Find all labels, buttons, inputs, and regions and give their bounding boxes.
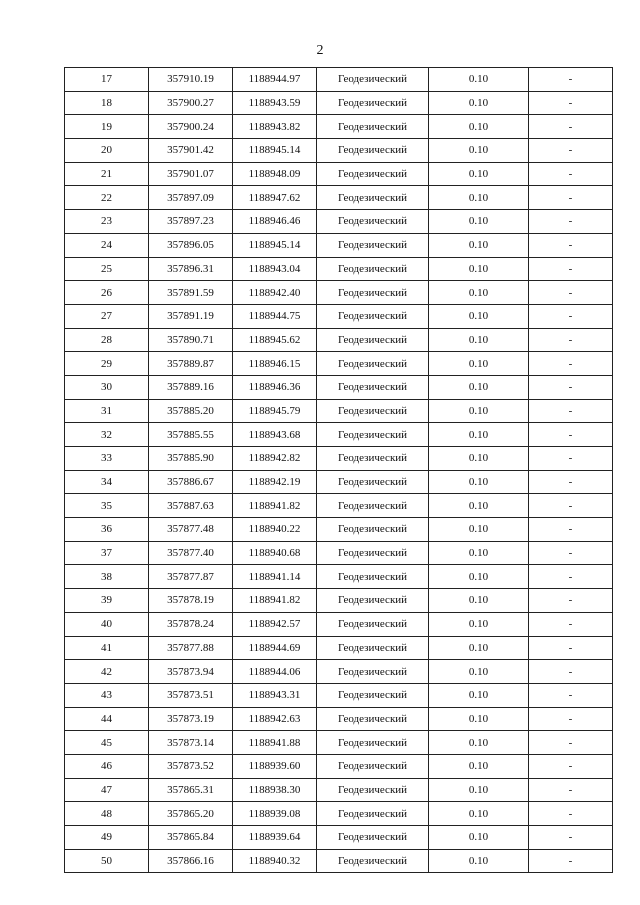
point-number-cell: 18: [65, 91, 149, 115]
point-number-cell: 25: [65, 257, 149, 281]
y-coordinate-cell: 1188944.06: [233, 660, 317, 684]
table-row: [65, 328, 613, 352]
table-row: [65, 494, 613, 518]
table-row: [65, 612, 613, 636]
x-coordinate-cell: 357889.87: [149, 352, 233, 376]
precision-cell: 0.10: [429, 139, 529, 163]
table-row: [65, 683, 613, 707]
point-number-cell: 39: [65, 589, 149, 613]
point-number-cell: 50: [65, 849, 149, 873]
table-row: [65, 589, 613, 613]
method-cell: Геодезический: [317, 139, 429, 163]
point-number-cell: 26: [65, 281, 149, 305]
y-coordinate-cell: 1188945.62: [233, 328, 317, 352]
description-cell: -: [529, 683, 613, 707]
point-number-cell: 31: [65, 399, 149, 423]
method-cell: Геодезический: [317, 849, 429, 873]
table-row: [65, 636, 613, 660]
point-number-cell: 35: [65, 494, 149, 518]
description-cell: -: [529, 68, 613, 92]
y-coordinate-cell: 1188941.82: [233, 494, 317, 518]
y-coordinate-cell: 1188945.79: [233, 399, 317, 423]
x-coordinate-cell: 357891.59: [149, 281, 233, 305]
description-cell: -: [529, 139, 613, 163]
y-coordinate-cell: 1188943.31: [233, 683, 317, 707]
point-number-cell: 41: [65, 636, 149, 660]
method-cell: Геодезический: [317, 683, 429, 707]
method-cell: Геодезический: [317, 233, 429, 257]
table-row: [65, 375, 613, 399]
description-cell: -: [529, 186, 613, 210]
x-coordinate-cell: 357873.52: [149, 754, 233, 778]
precision-cell: 0.10: [429, 399, 529, 423]
description-cell: -: [529, 115, 613, 139]
method-cell: Геодезический: [317, 731, 429, 755]
coordinates-table-body: [65, 68, 613, 873]
description-cell: -: [529, 589, 613, 613]
table-row: [65, 281, 613, 305]
precision-cell: 0.10: [429, 304, 529, 328]
x-coordinate-cell: 357900.27: [149, 91, 233, 115]
table-row: [65, 660, 613, 684]
point-number-cell: 43: [65, 683, 149, 707]
x-coordinate-cell: 357873.19: [149, 707, 233, 731]
description-cell: -: [529, 778, 613, 802]
x-coordinate-cell: 357900.24: [149, 115, 233, 139]
table-row: [65, 162, 613, 186]
y-coordinate-cell: 1188942.82: [233, 447, 317, 471]
description-cell: -: [529, 636, 613, 660]
precision-cell: 0.10: [429, 186, 529, 210]
y-coordinate-cell: 1188939.08: [233, 802, 317, 826]
table-row: [65, 139, 613, 163]
x-coordinate-cell: 357891.19: [149, 304, 233, 328]
method-cell: Геодезический: [317, 565, 429, 589]
x-coordinate-cell: 357877.40: [149, 541, 233, 565]
precision-cell: 0.10: [429, 660, 529, 684]
method-cell: Геодезический: [317, 518, 429, 542]
table-row: [65, 849, 613, 873]
x-coordinate-cell: 357873.14: [149, 731, 233, 755]
precision-cell: 0.10: [429, 375, 529, 399]
table-row: [65, 470, 613, 494]
method-cell: Геодезический: [317, 375, 429, 399]
x-coordinate-cell: 357873.94: [149, 660, 233, 684]
description-cell: -: [529, 826, 613, 850]
x-coordinate-cell: 357878.24: [149, 612, 233, 636]
point-number-cell: 32: [65, 423, 149, 447]
precision-cell: 0.10: [429, 91, 529, 115]
description-cell: -: [529, 565, 613, 589]
description-cell: -: [529, 731, 613, 755]
precision-cell: 0.10: [429, 518, 529, 542]
x-coordinate-cell: 357865.20: [149, 802, 233, 826]
y-coordinate-cell: 1188942.57: [233, 612, 317, 636]
point-number-cell: 21: [65, 162, 149, 186]
y-coordinate-cell: 1188945.14: [233, 233, 317, 257]
table-row: [65, 257, 613, 281]
x-coordinate-cell: 357865.31: [149, 778, 233, 802]
precision-cell: 0.10: [429, 826, 529, 850]
x-coordinate-cell: 357890.71: [149, 328, 233, 352]
x-coordinate-cell: 357866.16: [149, 849, 233, 873]
method-cell: Геодезический: [317, 541, 429, 565]
y-coordinate-cell: 1188941.88: [233, 731, 317, 755]
point-number-cell: 24: [65, 233, 149, 257]
precision-cell: 0.10: [429, 707, 529, 731]
y-coordinate-cell: 1188939.64: [233, 826, 317, 850]
y-coordinate-cell: 1188940.68: [233, 541, 317, 565]
coordinates-table: [64, 67, 613, 873]
x-coordinate-cell: 357887.63: [149, 494, 233, 518]
method-cell: Геодезический: [317, 612, 429, 636]
precision-cell: 0.10: [429, 754, 529, 778]
point-number-cell: 34: [65, 470, 149, 494]
point-number-cell: 23: [65, 210, 149, 234]
description-cell: -: [529, 802, 613, 826]
y-coordinate-cell: 1188939.60: [233, 754, 317, 778]
method-cell: Геодезический: [317, 707, 429, 731]
method-cell: Геодезический: [317, 589, 429, 613]
point-number-cell: 38: [65, 565, 149, 589]
x-coordinate-cell: 357878.19: [149, 589, 233, 613]
y-coordinate-cell: 1188948.09: [233, 162, 317, 186]
y-coordinate-cell: 1188942.63: [233, 707, 317, 731]
y-coordinate-cell: 1188943.59: [233, 91, 317, 115]
y-coordinate-cell: 1188943.04: [233, 257, 317, 281]
point-number-cell: 36: [65, 518, 149, 542]
description-cell: -: [529, 447, 613, 471]
point-number-cell: 40: [65, 612, 149, 636]
description-cell: -: [529, 660, 613, 684]
precision-cell: 0.10: [429, 541, 529, 565]
precision-cell: 0.10: [429, 68, 529, 92]
description-cell: -: [529, 375, 613, 399]
y-coordinate-cell: 1188938.30: [233, 778, 317, 802]
description-cell: -: [529, 494, 613, 518]
method-cell: Геодезический: [317, 494, 429, 518]
precision-cell: 0.10: [429, 802, 529, 826]
table-row: [65, 565, 613, 589]
precision-cell: 0.10: [429, 589, 529, 613]
point-number-cell: 49: [65, 826, 149, 850]
x-coordinate-cell: 357910.19: [149, 68, 233, 92]
y-coordinate-cell: 1188941.82: [233, 589, 317, 613]
point-number-cell: 27: [65, 304, 149, 328]
method-cell: Геодезический: [317, 328, 429, 352]
y-coordinate-cell: 1188940.22: [233, 518, 317, 542]
precision-cell: 0.10: [429, 849, 529, 873]
description-cell: -: [529, 849, 613, 873]
description-cell: -: [529, 210, 613, 234]
precision-cell: 0.10: [429, 612, 529, 636]
description-cell: -: [529, 541, 613, 565]
precision-cell: 0.10: [429, 352, 529, 376]
point-number-cell: 47: [65, 778, 149, 802]
precision-cell: 0.10: [429, 447, 529, 471]
precision-cell: 0.10: [429, 328, 529, 352]
method-cell: Геодезический: [317, 257, 429, 281]
description-cell: -: [529, 304, 613, 328]
table-row: [65, 518, 613, 542]
x-coordinate-cell: 357896.31: [149, 257, 233, 281]
description-cell: -: [529, 399, 613, 423]
point-number-cell: 30: [65, 375, 149, 399]
table-row: [65, 423, 613, 447]
table-row: [65, 541, 613, 565]
x-coordinate-cell: 357901.42: [149, 139, 233, 163]
precision-cell: 0.10: [429, 115, 529, 139]
method-cell: Геодезический: [317, 423, 429, 447]
table-row: [65, 399, 613, 423]
x-coordinate-cell: 357901.07: [149, 162, 233, 186]
method-cell: Геодезический: [317, 162, 429, 186]
x-coordinate-cell: 357885.20: [149, 399, 233, 423]
description-cell: -: [529, 352, 613, 376]
x-coordinate-cell: 357889.16: [149, 375, 233, 399]
y-coordinate-cell: 1188943.82: [233, 115, 317, 139]
point-number-cell: 37: [65, 541, 149, 565]
table-row: [65, 304, 613, 328]
table-row: [65, 447, 613, 471]
table-row: [65, 233, 613, 257]
y-coordinate-cell: 1188946.15: [233, 352, 317, 376]
x-coordinate-cell: 357877.87: [149, 565, 233, 589]
method-cell: Геодезический: [317, 186, 429, 210]
method-cell: Геодезический: [317, 778, 429, 802]
table-row: [65, 826, 613, 850]
y-coordinate-cell: 1188944.75: [233, 304, 317, 328]
description-cell: -: [529, 754, 613, 778]
x-coordinate-cell: 357896.05: [149, 233, 233, 257]
description-cell: -: [529, 328, 613, 352]
y-coordinate-cell: 1188943.68: [233, 423, 317, 447]
x-coordinate-cell: 357897.23: [149, 210, 233, 234]
description-cell: -: [529, 470, 613, 494]
x-coordinate-cell: 357877.48: [149, 518, 233, 542]
x-coordinate-cell: 357873.51: [149, 683, 233, 707]
y-coordinate-cell: 1188945.14: [233, 139, 317, 163]
table-row: [65, 352, 613, 376]
y-coordinate-cell: 1188947.62: [233, 186, 317, 210]
precision-cell: 0.10: [429, 731, 529, 755]
method-cell: Геодезический: [317, 826, 429, 850]
table-row: [65, 707, 613, 731]
method-cell: Геодезический: [317, 660, 429, 684]
precision-cell: 0.10: [429, 281, 529, 305]
point-number-cell: 44: [65, 707, 149, 731]
table-row: [65, 91, 613, 115]
point-number-cell: 48: [65, 802, 149, 826]
precision-cell: 0.10: [429, 636, 529, 660]
description-cell: -: [529, 518, 613, 542]
table-row: [65, 731, 613, 755]
y-coordinate-cell: 1188942.40: [233, 281, 317, 305]
method-cell: Геодезический: [317, 754, 429, 778]
point-number-cell: 42: [65, 660, 149, 684]
x-coordinate-cell: 357885.55: [149, 423, 233, 447]
precision-cell: 0.10: [429, 423, 529, 447]
point-number-cell: 46: [65, 754, 149, 778]
description-cell: -: [529, 281, 613, 305]
y-coordinate-cell: 1188946.36: [233, 375, 317, 399]
method-cell: Геодезический: [317, 210, 429, 234]
y-coordinate-cell: 1188942.19: [233, 470, 317, 494]
description-cell: -: [529, 233, 613, 257]
precision-cell: 0.10: [429, 257, 529, 281]
y-coordinate-cell: 1188944.97: [233, 68, 317, 92]
x-coordinate-cell: 357877.88: [149, 636, 233, 660]
table-row: [65, 778, 613, 802]
method-cell: Геодезический: [317, 447, 429, 471]
method-cell: Геодезический: [317, 115, 429, 139]
precision-cell: 0.10: [429, 778, 529, 802]
page-number: 2: [316, 43, 324, 58]
precision-cell: 0.10: [429, 210, 529, 234]
x-coordinate-cell: 357897.09: [149, 186, 233, 210]
precision-cell: 0.10: [429, 470, 529, 494]
table-row: [65, 115, 613, 139]
point-number-cell: 22: [65, 186, 149, 210]
x-coordinate-cell: 357885.90: [149, 447, 233, 471]
table-row: [65, 754, 613, 778]
method-cell: Геодезический: [317, 281, 429, 305]
table-row: [65, 68, 613, 92]
y-coordinate-cell: 1188940.32: [233, 849, 317, 873]
description-cell: -: [529, 91, 613, 115]
method-cell: Геодезический: [317, 802, 429, 826]
x-coordinate-cell: 357865.84: [149, 826, 233, 850]
precision-cell: 0.10: [429, 233, 529, 257]
table-row: [65, 186, 613, 210]
precision-cell: 0.10: [429, 683, 529, 707]
precision-cell: 0.10: [429, 494, 529, 518]
precision-cell: 0.10: [429, 565, 529, 589]
y-coordinate-cell: 1188941.14: [233, 565, 317, 589]
method-cell: Геодезический: [317, 68, 429, 92]
point-number-cell: 45: [65, 731, 149, 755]
description-cell: -: [529, 423, 613, 447]
point-number-cell: 19: [65, 115, 149, 139]
method-cell: Геодезический: [317, 636, 429, 660]
method-cell: Геодезический: [317, 352, 429, 376]
point-number-cell: 20: [65, 139, 149, 163]
y-coordinate-cell: 1188946.46: [233, 210, 317, 234]
description-cell: -: [529, 257, 613, 281]
description-cell: -: [529, 707, 613, 731]
description-cell: -: [529, 162, 613, 186]
point-number-cell: 28: [65, 328, 149, 352]
point-number-cell: 33: [65, 447, 149, 471]
table-row: [65, 210, 613, 234]
method-cell: Геодезический: [317, 470, 429, 494]
method-cell: Геодезический: [317, 399, 429, 423]
x-coordinate-cell: 357886.67: [149, 470, 233, 494]
table-row: [65, 802, 613, 826]
description-cell: -: [529, 612, 613, 636]
point-number-cell: 29: [65, 352, 149, 376]
point-number-cell: 17: [65, 68, 149, 92]
method-cell: Геодезический: [317, 91, 429, 115]
y-coordinate-cell: 1188944.69: [233, 636, 317, 660]
precision-cell: 0.10: [429, 162, 529, 186]
method-cell: Геодезический: [317, 304, 429, 328]
